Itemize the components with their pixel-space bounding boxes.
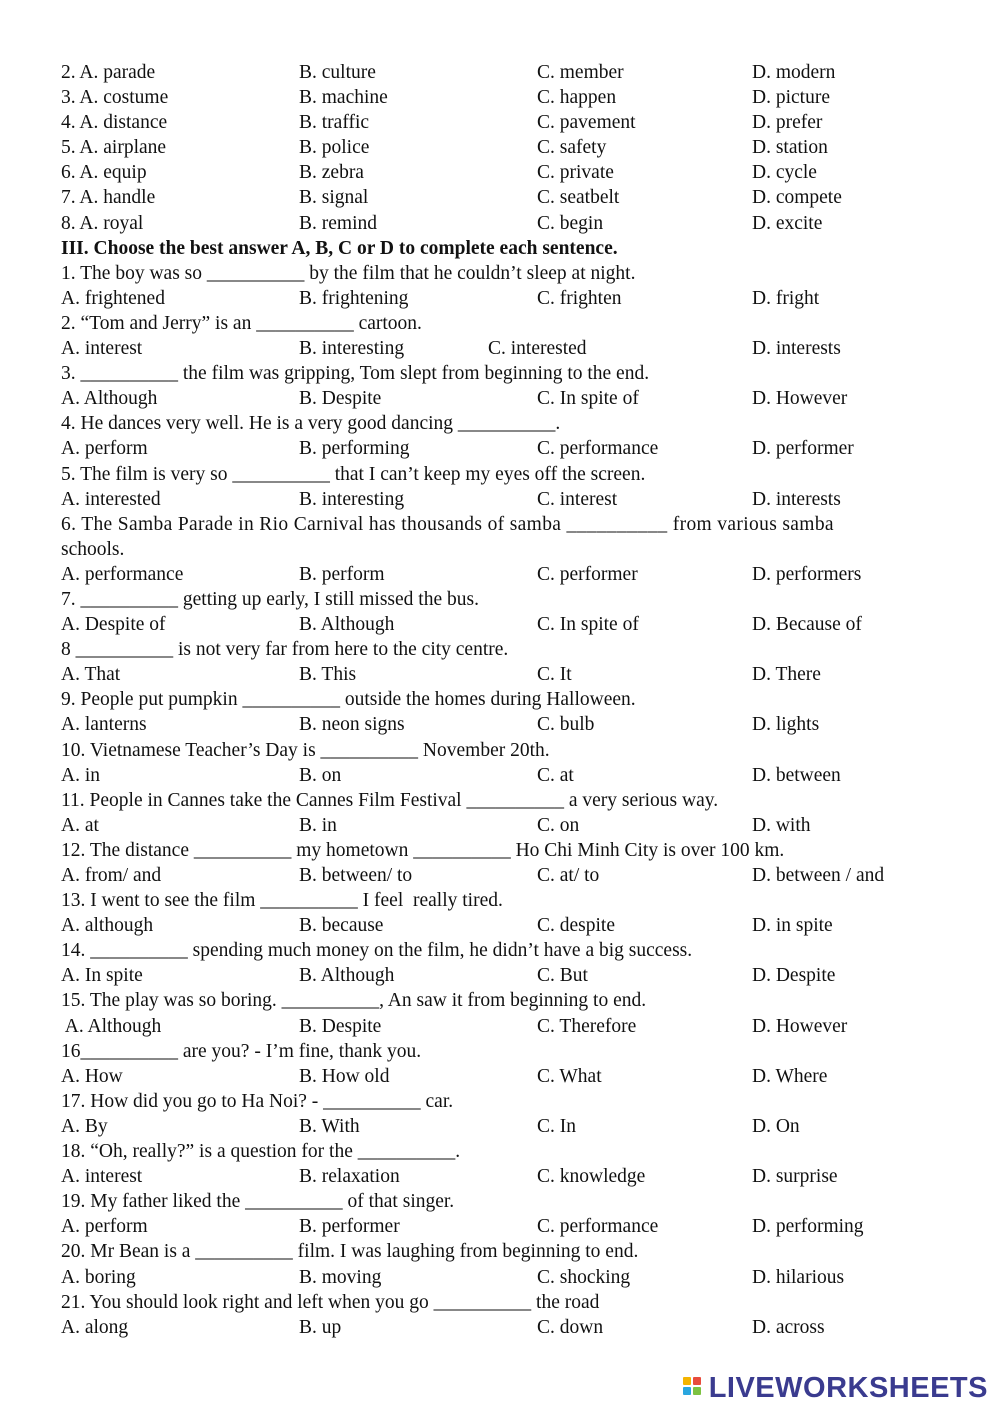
option-a[interactable]: A. interest <box>61 338 143 360</box>
question-text <box>0 1239 1000 1264</box>
option-b: B. zebra <box>299 162 364 184</box>
option-b[interactable]: B. With <box>299 1115 360 1137</box>
option-d[interactable]: D. in spite <box>752 915 833 937</box>
question-text-continued <box>0 537 1000 562</box>
option-b: B. culture <box>299 62 376 83</box>
option-a[interactable]: A. at <box>61 814 99 836</box>
option-c[interactable]: C. at/ to <box>537 865 600 886</box>
question-stem: 2. “Tom and Jerry” is an __________ cartoon. <box>61 312 422 334</box>
question-stem: 14. __________ spending much money on the film, he didn’t have a big success. <box>61 940 693 962</box>
option-a[interactable]: A. boring <box>61 1266 136 1288</box>
option-d[interactable]: D. On <box>752 1115 800 1137</box>
option-a[interactable]: A. interested <box>61 488 161 510</box>
part2-row <box>0 160 1000 185</box>
liveworksheets-logo[interactable] <box>683 1371 988 1405</box>
option-b[interactable]: B. neon signs <box>299 714 405 736</box>
option-d[interactable]: D. Because of <box>752 614 862 636</box>
option-c[interactable]: C. In spite of <box>537 388 639 410</box>
question-stem: 12. The distance __________ my hometown __________ Ho Chi Minh City is over 100 km. <box>61 839 785 861</box>
option-a[interactable]: A. perform <box>61 438 148 460</box>
question-stem: 20. Mr Bean is a __________ film. I was laughing from beginning to end. <box>61 1241 639 1263</box>
option-d[interactable]: D. between / and <box>752 865 885 886</box>
question-stem: 3. __________ the film was gripping, Tom slept from beginning to the end. <box>61 363 650 385</box>
question-stem-continued: schools. <box>61 538 125 560</box>
part2-row <box>0 185 1000 210</box>
question-text <box>0 738 1000 763</box>
option-d[interactable]: D. performing <box>752 1216 864 1238</box>
options-row <box>0 336 1000 361</box>
question-stem: 18. “Oh, really?” is a question for the __________. <box>61 1141 461 1163</box>
question-text <box>0 311 1000 336</box>
option-b[interactable]: B. Although <box>299 614 395 636</box>
part2-row <box>0 110 1000 135</box>
question-text <box>0 988 1000 1013</box>
options-row <box>0 662 1000 687</box>
option-d[interactable]: D. across <box>752 1316 825 1338</box>
question-text <box>0 512 1000 537</box>
option-c[interactable]: C. knowledge <box>537 1166 646 1188</box>
option-c[interactable]: C. In spite of <box>537 614 639 636</box>
option-b[interactable]: B. Although <box>299 965 395 987</box>
option-b[interactable]: B. This <box>299 664 357 686</box>
question-stem: 8 __________ is not very far from here to the city centre. <box>61 639 509 661</box>
option-a: 7. A. handle <box>61 187 156 209</box>
option-d[interactable]: D. However <box>752 1015 848 1037</box>
option-c: C. seatbelt <box>537 187 620 209</box>
option-c[interactable]: C. In <box>537 1115 576 1137</box>
options-row <box>0 712 1000 737</box>
options-row <box>0 562 1000 587</box>
option-c[interactable]: C. It <box>537 664 572 686</box>
options-row <box>0 1265 1000 1290</box>
question-stem: 21. You should look right and left when you go __________ the road <box>61 1291 600 1313</box>
option-d: D. picture <box>752 87 830 109</box>
part2-row <box>0 211 1000 236</box>
option-b: B. machine <box>299 87 388 109</box>
question-text <box>0 938 1000 963</box>
option-d[interactable]: D. interests <box>752 338 841 360</box>
question-text <box>0 1139 1000 1164</box>
option-d: D. prefer <box>752 112 823 134</box>
option-d[interactable]: D. surprise <box>752 1166 838 1188</box>
option-a[interactable]: A. How <box>61 1065 123 1087</box>
option-d[interactable]: D. There <box>752 664 821 686</box>
question-stem: 17. How did you go to Ha Noi? - __________ car. <box>61 1090 454 1112</box>
option-c: C. member <box>537 62 624 83</box>
options-row <box>0 612 1000 637</box>
option-a[interactable]: A. In spite <box>61 965 143 987</box>
option-b[interactable]: B. between/ to <box>299 865 413 886</box>
question-text <box>0 1189 1000 1214</box>
options-row <box>0 913 1000 938</box>
option-b[interactable]: B. Despite <box>299 1015 382 1037</box>
question-stem: 7. __________ getting up early, I still missed the bus. <box>61 588 479 610</box>
question-stem: 4. He dances very well. He is a very good dancing __________. <box>61 413 561 435</box>
option-d[interactable]: D. interests <box>752 488 841 510</box>
options-row <box>0 1164 1000 1189</box>
question-text <box>0 1089 1000 1114</box>
option-c[interactable]: C. down <box>537 1316 604 1338</box>
option-a[interactable]: A. along <box>61 1316 129 1338</box>
option-c[interactable]: C. performance <box>537 438 659 460</box>
logo-text: LIVEWORKSHEETS <box>708 1371 988 1404</box>
part2-row <box>0 85 1000 110</box>
option-c[interactable]: C. performance <box>537 1216 659 1238</box>
question-text <box>0 788 1000 813</box>
option-d[interactable]: D. fright <box>752 287 820 309</box>
option-c: C. begin <box>537 212 604 234</box>
part2-row <box>0 60 1000 85</box>
option-d: D. excite <box>752 212 823 234</box>
option-b[interactable]: B. on <box>299 764 342 786</box>
option-b[interactable]: B. interesting <box>299 488 405 510</box>
option-d: D. compete <box>752 187 842 209</box>
option-a: 2. A. parade <box>61 62 156 83</box>
option-c[interactable]: C. interest <box>537 488 618 510</box>
option-d[interactable]: D. lights <box>752 714 820 736</box>
options-row <box>0 813 1000 838</box>
option-c[interactable]: C. frighten <box>537 287 622 309</box>
option-b[interactable]: B. How old <box>299 1065 390 1087</box>
option-a[interactable]: A. lanterns <box>61 714 147 736</box>
option-b[interactable]: B. up <box>299 1316 342 1338</box>
option-b[interactable]: B. performing <box>299 438 410 460</box>
options-row <box>0 863 1000 888</box>
option-b[interactable]: B. frightening <box>299 287 409 309</box>
option-a[interactable]: A. although <box>61 915 154 937</box>
option-d[interactable]: D. with <box>752 814 811 836</box>
option-a[interactable]: A. By <box>61 1115 108 1137</box>
option-d: D. cycle <box>752 162 817 184</box>
question-text <box>0 687 1000 712</box>
question-stem: 11. People in Cannes take the Cannes Film Festival __________ a very serious way. <box>61 789 719 811</box>
option-c[interactable]: C. Therefore <box>537 1015 637 1037</box>
part2-row <box>0 135 1000 160</box>
option-a: 4. A. distance <box>61 112 168 134</box>
option-a[interactable]: A. interest <box>61 1166 143 1188</box>
option-d[interactable]: D. performer <box>752 438 854 460</box>
options-row <box>0 763 1000 788</box>
option-c[interactable]: C. interested <box>488 338 587 360</box>
liveworksheets-logo-icon <box>683 1375 705 1401</box>
question-text <box>0 587 1000 612</box>
option-d[interactable]: D. between <box>752 764 841 786</box>
options-row <box>0 1315 1000 1340</box>
options-row <box>0 1064 1000 1089</box>
option-a: 3. A. costume <box>61 87 169 109</box>
options-row <box>0 1214 1000 1239</box>
option-a[interactable]: A. frightened <box>61 287 165 309</box>
option-b[interactable]: B. relaxation <box>299 1166 400 1188</box>
question-text <box>0 261 1000 286</box>
option-b[interactable]: B. moving <box>299 1266 382 1288</box>
option-c: C. safety <box>537 137 607 159</box>
question-stem: 5. The film is very so __________ that I can’t keep my eyes off the screen. <box>61 463 646 485</box>
option-d[interactable]: D. hilarious <box>752 1266 845 1288</box>
option-a[interactable]: A. perform <box>61 1216 148 1238</box>
option-c[interactable]: C. at <box>537 764 574 786</box>
question-stem: 10. Vietnamese Teacher’s Day is __________ November 20th. <box>61 739 550 761</box>
option-a[interactable]: A. in <box>61 764 100 786</box>
option-a[interactable]: A. performance <box>61 563 184 585</box>
question-text <box>0 637 1000 662</box>
option-d[interactable]: D. Despite <box>752 965 836 987</box>
option-c: C. happen <box>537 87 617 109</box>
option-d[interactable]: D. Where <box>752 1065 828 1087</box>
question-stem: 13. I went to see the film __________ I feel really tired. <box>61 890 503 912</box>
question-stem: 15. The play was so boring. __________, An saw it from beginning to end. <box>61 990 647 1012</box>
options-row <box>0 436 1000 461</box>
question-stem: 16__________ are you? - I’m fine, thank you. <box>61 1040 422 1062</box>
option-a: 6. A. equip <box>61 162 147 184</box>
option-c: C. pavement <box>537 112 636 134</box>
option-a: 8. A. royal <box>61 212 144 234</box>
option-d: D. modern <box>752 62 836 83</box>
options-row <box>0 963 1000 988</box>
worksheet-page <box>0 60 1000 1340</box>
option-c[interactable]: C. shocking <box>537 1266 631 1288</box>
options-row <box>0 487 1000 512</box>
option-b: B. remind <box>299 212 377 234</box>
question-text <box>0 462 1000 487</box>
question-text <box>0 361 1000 386</box>
option-a[interactable]: A. from/ and <box>61 865 162 886</box>
question-text <box>0 838 1000 863</box>
options-row <box>0 386 1000 411</box>
section-heading-text: III. Choose the best answer A, B, C or D to complete each sentence. <box>61 237 618 259</box>
option-c[interactable]: C. bulb <box>537 714 595 736</box>
question-text <box>0 888 1000 913</box>
option-b[interactable]: B. performer <box>299 1216 400 1238</box>
option-a[interactable]: A. Although <box>61 388 158 410</box>
option-c[interactable]: C. on <box>537 814 580 836</box>
question-text <box>0 1039 1000 1064</box>
options-row <box>0 1014 1000 1039</box>
question-text <box>0 411 1000 436</box>
options-row <box>0 1114 1000 1139</box>
option-b[interactable]: B. Despite <box>299 388 382 410</box>
option-b[interactable]: B. interesting <box>299 338 405 360</box>
option-c[interactable]: C. performer <box>537 563 638 585</box>
question-stem: 9. People put pumpkin __________ outside the homes during Halloween. <box>61 689 636 711</box>
option-b[interactable]: B. perform <box>299 563 385 585</box>
option-a: 5. A. airplane <box>61 137 167 159</box>
option-c[interactable]: C. What <box>537 1065 602 1087</box>
option-a[interactable]: A. Despite of <box>61 614 166 636</box>
option-c[interactable]: C. But <box>537 965 588 987</box>
question-text <box>0 1290 1000 1315</box>
option-b: B. police <box>299 137 370 159</box>
option-d: D. station <box>752 137 828 159</box>
option-c[interactable]: C. despite <box>537 915 615 937</box>
options-row <box>0 286 1000 311</box>
question-stem: 6. The Samba Parade in Rio Carnival has thousands of samba __________ from various samba <box>61 513 834 535</box>
option-b: B. traffic <box>299 112 370 134</box>
question-stem: 19. My father liked the __________ of that singer. <box>61 1191 455 1213</box>
option-d[interactable]: D. However <box>752 388 848 410</box>
option-b: B. signal <box>299 187 369 209</box>
question-stem: 1. The boy was so __________ by the film that he couldn’t sleep at night. <box>61 262 636 284</box>
option-c: C. private <box>537 162 614 184</box>
option-b[interactable]: B. in <box>299 814 337 836</box>
option-a[interactable]: A. Although <box>61 1015 162 1037</box>
option-b[interactable]: B. because <box>299 915 384 937</box>
option-d[interactable]: D. performers <box>752 563 862 585</box>
option-a[interactable]: A. That <box>61 664 121 686</box>
section-heading <box>0 236 1000 261</box>
